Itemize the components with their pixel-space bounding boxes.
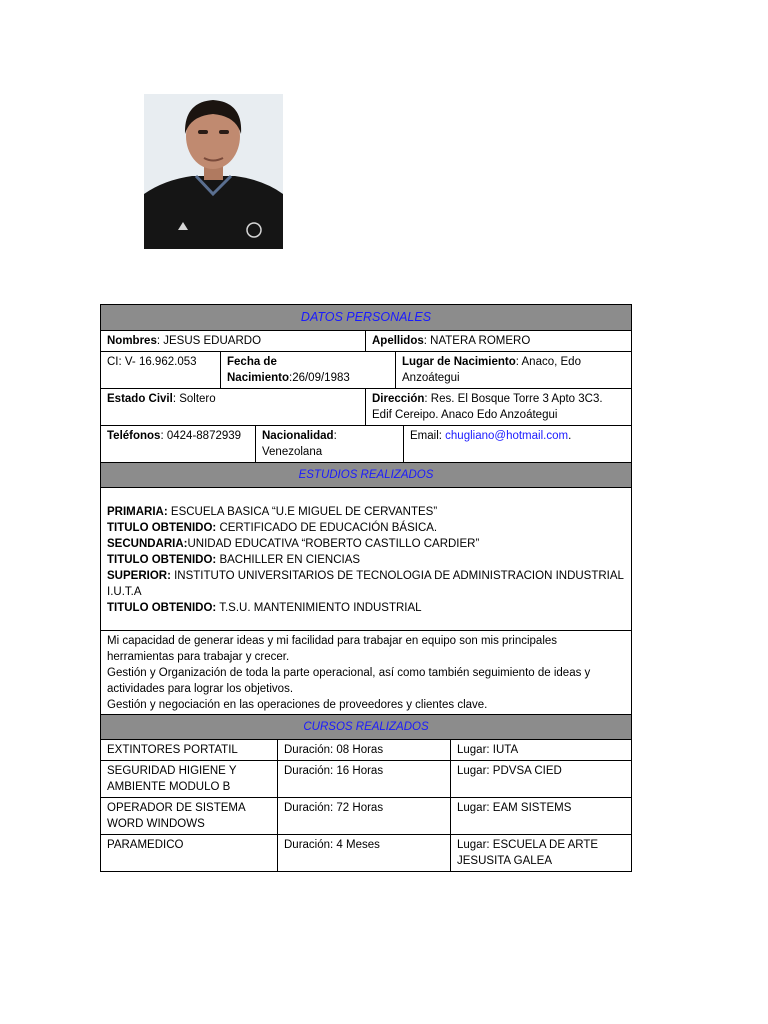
table-row bbox=[101, 761, 631, 798]
course-name: OPERADOR DE SISTEMA WORD WINDOWS bbox=[101, 798, 278, 834]
value-nombres: : JESUS EDUARDO bbox=[156, 335, 262, 347]
study-value: INSTITUTO UNIVERSITARIOS DE TECNOLOGIA DE ADMINISTRACION INDUSTRIAL I.U.T.A bbox=[107, 570, 624, 598]
course-duration: Duración: 4 Meses bbox=[278, 835, 451, 871]
cell-apellidos bbox=[366, 331, 631, 351]
label-lugar: Lugar de Nacimiento bbox=[402, 356, 516, 368]
value-lugar: : Anaco, Edo Anzoátegui bbox=[402, 356, 581, 384]
profile-block bbox=[101, 631, 631, 715]
row-names bbox=[101, 331, 631, 352]
study-label: SECUNDARIA: bbox=[107, 538, 188, 550]
cell-lugar bbox=[396, 352, 631, 388]
study-value: ESCUELA BASICA “U.E MIGUEL DE CERVANTES” bbox=[167, 506, 438, 518]
profile-line: Gestión y Organización de toda la parte operacional, así como también seguimiento de ideas y actividades para lograr los objetivos. bbox=[107, 667, 591, 695]
study-line bbox=[107, 600, 625, 616]
course-place: Lugar: EAM SISTEMS bbox=[457, 802, 572, 814]
study-line bbox=[107, 568, 625, 600]
cell-ci bbox=[101, 352, 221, 388]
study-label: TITULO OBTENIDO: bbox=[107, 602, 217, 614]
email-link[interactable]: chugliano@hotmail.com bbox=[445, 430, 569, 442]
cell-direccion bbox=[366, 389, 631, 425]
cv-table bbox=[100, 304, 632, 872]
study-label: SUPERIOR: bbox=[107, 570, 171, 582]
label-estado-civil: Estado Civil bbox=[107, 393, 173, 405]
section-header-datos-personales: DATOS PERSONALES bbox=[101, 305, 631, 331]
value-apellidos: : NATERA ROMERO bbox=[423, 335, 531, 347]
profile-line: Mi capacidad de generar ideas y mi facilidad para trabajar en equipo son mis principales herramientas para trabajar y crecer. bbox=[107, 635, 558, 663]
course-place: Lugar: IUTA bbox=[457, 744, 519, 756]
course-name: PARAMEDICO bbox=[101, 835, 278, 871]
studies-block bbox=[101, 488, 631, 631]
person-portrait-icon bbox=[144, 94, 283, 249]
course-duration: Duración: 72 Horas bbox=[278, 798, 451, 834]
study-label: TITULO OBTENIDO: bbox=[107, 522, 217, 534]
cell-nacionalidad bbox=[256, 426, 404, 462]
row-contact bbox=[101, 426, 631, 463]
table-row bbox=[101, 740, 631, 761]
row-civil-address bbox=[101, 389, 631, 426]
label-apellidos: Apellidos bbox=[372, 335, 424, 347]
courses-table bbox=[101, 740, 631, 871]
cell-nombres bbox=[101, 331, 366, 351]
label-nombres: Nombres bbox=[107, 335, 157, 347]
label-fecha: Fecha de Nacimiento bbox=[227, 356, 289, 384]
label-email: Email: bbox=[410, 430, 446, 442]
study-value: CERTIFICADO DE EDUCACIÓN BÁSICA. bbox=[216, 522, 438, 534]
cell-fecha bbox=[221, 352, 396, 388]
study-value: BACHILLER EN CIENCIAS bbox=[216, 554, 361, 566]
cell-email bbox=[404, 426, 631, 462]
value-nacionalidad: : Venezolana bbox=[262, 430, 337, 458]
row-ci-birth bbox=[101, 352, 631, 389]
course-name: SEGURIDAD HIGIENE Y AMBIENTE MODULO B bbox=[101, 761, 278, 797]
section-header-cursos: CURSOS REALIZADOS bbox=[101, 715, 631, 740]
cell-estado-civil bbox=[101, 389, 366, 425]
value-direccion: : Res. El Bosque Torre 3 Apto 3C3. Edif Cereipo. Anaco Edo Anzoátegui bbox=[372, 393, 603, 421]
course-duration: Duración: 08 Horas bbox=[278, 740, 451, 760]
value-telefonos: : 0424-8872939 bbox=[160, 430, 242, 442]
course-name: EXTINTORES PORTATIL bbox=[101, 740, 278, 760]
study-line bbox=[107, 504, 625, 520]
table-row bbox=[101, 835, 631, 871]
profile-line: Gestión y negociación en las operaciones de proveedores y clientes clave. bbox=[107, 699, 488, 711]
value-ci: CI: V- 16.962.053 bbox=[107, 356, 197, 368]
study-line bbox=[107, 536, 625, 552]
value-estado-civil: : Soltero bbox=[172, 393, 216, 405]
study-label: TITULO OBTENIDO: bbox=[107, 554, 217, 566]
course-place: Lugar: PDVSA CIED bbox=[457, 765, 562, 777]
study-line bbox=[107, 520, 625, 536]
study-value: T.S.U. MANTENIMIENTO INDUSTRIAL bbox=[216, 602, 422, 614]
label-telefonos: Teléfonos bbox=[107, 430, 161, 442]
study-value: UNIDAD EDUCATIVA “ROBERTO CASTILLO CARDIER” bbox=[187, 538, 480, 550]
email-suffix: . bbox=[568, 430, 572, 442]
cell-telefonos bbox=[101, 426, 256, 462]
course-duration: Duración: 16 Horas bbox=[278, 761, 451, 797]
study-line bbox=[107, 552, 625, 568]
course-place: Lugar: ESCUELA DE ARTE JESUSITA GALEA bbox=[457, 839, 599, 867]
label-direccion: Dirección bbox=[372, 393, 425, 405]
section-header-estudios: ESTUDIOS REALIZADOS bbox=[101, 463, 631, 488]
profile-photo bbox=[144, 94, 283, 249]
label-nacionalidad: Nacionalidad bbox=[262, 430, 334, 442]
value-fecha: :26/09/1983 bbox=[289, 372, 350, 384]
study-label: PRIMARIA: bbox=[107, 506, 168, 518]
table-row bbox=[101, 798, 631, 835]
